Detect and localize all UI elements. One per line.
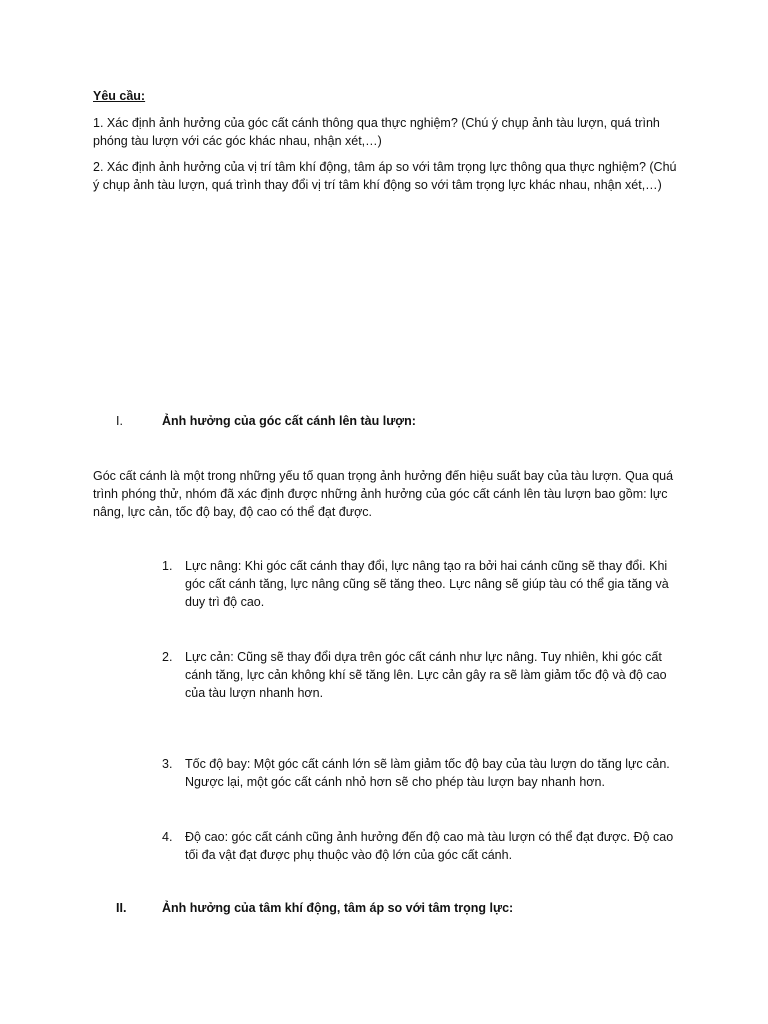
list-item-number: 2. — [162, 650, 173, 664]
section-number: I. — [116, 414, 123, 428]
list-item-number: 3. — [162, 757, 173, 771]
section-title: Ảnh hưởng của góc cất cánh lên tàu lượn: — [162, 414, 416, 428]
list-item-number: 1. — [162, 559, 173, 573]
section-number: II. — [116, 901, 127, 915]
list-item-text: Lực nâng: Khi góc cất cánh thay đổi, lực nâng tạo ra bởi hai cánh cũng sẽ thay đổi. Khi góc cất cánh tăng, lực nâng cũng sẽ tăng theo. Lực nâng sẽ giúp tàu có thể gia tăng và duy trì độ cao. — [185, 559, 669, 609]
requirements-title: Yêu cầu: — [93, 89, 146, 103]
requirement-item: 2. Xác định ảnh hưởng của vị trí tâm khí động, tâm áp so với tâm trọng lực thông qua thực nghiệm? (Chú ý chụp ảnh tàu lượn, quá trình thay đổi vị trí tâm khí động so với tâm trọng lực khác nhau, nhận xét,…) — [93, 160, 677, 192]
list-item-text: Độ cao: góc cất cánh cũng ảnh hưởng đến độ cao mà tàu lượn có thể đạt được. Độ cao tối đa vật đạt được phụ thuộc vào độ lớn của góc cất cánh. — [185, 830, 674, 862]
list-item-number: 4. — [162, 830, 173, 844]
section-intro-paragraph: Góc cất cánh là một trong những yếu tố quan trọng ảnh hưởng đến hiệu suất bay của tàu lượn. Qua quá trình phóng thử, nhóm đã xác định được những ảnh hưởng của góc cất cánh lên tàu lượn bao gồm: lực nâng, lực cản, tốc độ bay, độ cao có thể đạt được. — [93, 469, 674, 519]
list-item-text: Tốc độ bay: Một góc cất cánh lớn sẽ làm giảm tốc độ bay của tàu lượn do tăng lực cản. Ngược lại, một góc cất cánh nhỏ hơn sẽ cho phép tàu lượn bay nhanh hơn. — [185, 757, 670, 789]
list-item-text: Lực cản: Cũng sẽ thay đổi dựa trên góc cất cánh như lực nâng. Tuy nhiên, khi góc cất cánh tăng, lực cản không khí sẽ tăng lên. Lực cản gây ra sẽ làm giảm tốc độ và độ cao của tàu lượn nhanh hơn. — [185, 650, 667, 700]
requirement-item: 1. Xác định ảnh hưởng của góc cất cánh thông qua thực nghiệm? (Chú ý chụp ảnh tàu lượn, quá trình phóng tàu lượn với các góc khác nhau, nhận xét,…) — [93, 116, 660, 148]
section-title: Ảnh hưởng của tâm khí động, tâm áp so với tâm trọng lực: — [162, 901, 514, 915]
